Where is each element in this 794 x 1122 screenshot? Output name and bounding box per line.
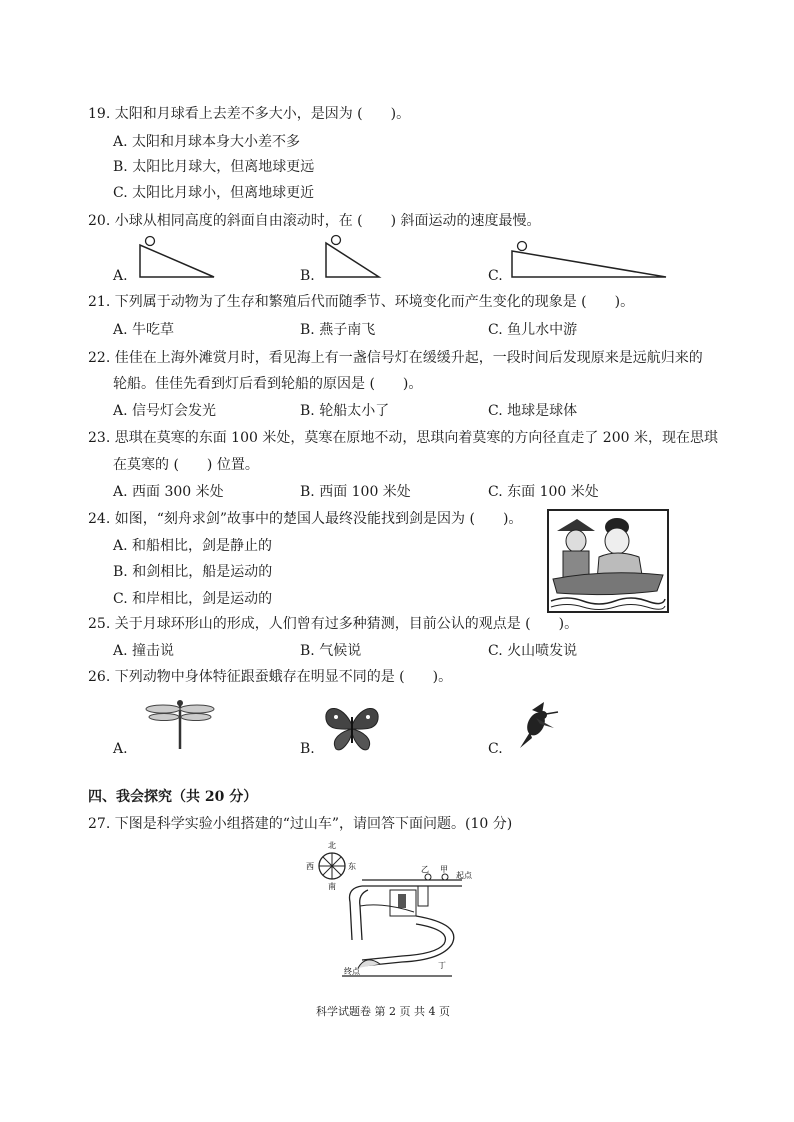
q20-option-c: C. [488,268,503,284]
q22-option-b: B. 轮船太小了 [300,403,390,419]
q22-stem: 22. 佳佳在上海外滩赏月时，看见海上有一盏信号灯在缓缓升起，一段时间后发现原来是远航归来的 [88,350,703,366]
hummingbird-icon [510,698,560,753]
q24-option-b: B. 和剑相比，船是运动的 [113,564,273,580]
q19-option-b: B. 太阳比月球大，但离地球更远 [113,159,315,175]
q20-option-a: A. [113,268,128,284]
q26-option-b: B. [300,741,315,757]
q24-option-c: C. 和岸相比，剑是运动的 [113,591,273,607]
q19-option-a: A. 太阳和月球本身大小差不多 [113,134,301,150]
slope-b-icon [324,235,384,280]
roller-coaster-diagram [302,836,492,981]
compass-south: 南 [328,882,336,891]
q19-option-c: C. 太阳比月球小，但离地球更近 [113,185,315,201]
label-end: 终点 [344,967,360,976]
q25-option-a: A. 撞击说 [113,643,175,659]
q25-option-b: B. 气候说 [300,643,362,659]
compass-east: 东 [348,862,356,871]
compass-west: 西 [306,862,314,871]
slope-a-icon [138,235,218,280]
q26-option-c: C. [488,741,503,757]
q22-option-a: A. 信号灯会发光 [113,403,217,419]
q24-stem: 24. 如图，“刻舟求剑”故事中的楚国人最终没能找到剑是因为 ( )。 [88,511,523,527]
q23-option-b: B. 西面 100 米处 [300,484,411,500]
q21-option-c: C. 鱼儿水中游 [488,322,578,338]
q23-option-c: C. 东面 100 米处 [488,484,599,500]
q19-stem: 19. 太阳和月球看上去差不多大小，是因为 ( )。 [88,106,411,122]
q23-stem-line2: 在莫寒的 ( ) 位置。 [113,457,259,473]
q26-option-a: A. [113,741,128,757]
q21-option-b: B. 燕子南飞 [300,322,376,338]
dragonfly-icon [145,697,215,752]
compass-north: 北 [328,841,336,850]
q23-stem: 23. 思琪在莫寒的东面 100 米处，莫寒在原地不动，思琪向着莫寒的方向径直走了 200 米，现在思琪 [88,430,718,446]
section-4-title: 四、我会探究（共 20 分） [88,789,258,805]
q25-stem: 25. 关于月球环形山的形成，人们曾有过多种猜测，目前公认的观点是 ( )。 [88,616,579,632]
label-ding: 丁 [438,961,446,970]
slope-c-icon [510,235,670,280]
label-start: 起点 [456,871,472,880]
q20-stem: 20. 小球从相同高度的斜面自由滚动时，在 ( ) 斜面运动的速度最慢。 [88,213,541,229]
q27-stem: 27. 下图是科学实验小组搭建的“过山车”，请回答下面问题。(10 分) [88,816,513,832]
q25-option-c: C. 火山喷发说 [488,643,578,659]
q21-stem: 21. 下列属于动物为了生存和繁殖后代而随季节、环境变化而产生变化的现象是 ( )。 [88,294,635,310]
label-jia: 甲 [440,865,448,874]
boat-story-picture [547,509,669,613]
q22-stem-line2: 轮船。佳佳先看到灯后看到轮船的原因是 ( )。 [113,376,423,392]
label-yi: 乙 [421,865,429,874]
q23-option-a: A. 西面 300 米处 [113,484,224,500]
q20-option-b: B. [300,268,315,284]
q21-option-a: A. 牛吃草 [113,322,175,338]
q22-option-c: C. 地球是球体 [488,403,578,419]
q26-stem: 26. 下列动物中身体特征跟蚕蛾存在明显不同的是 ( )。 [88,669,453,685]
page-footer: 科学试题卷 第 2 页 共 4 页 [316,1005,450,1018]
butterfly-icon [322,703,382,753]
q24-option-a: A. 和船相比，剑是静止的 [113,538,273,554]
